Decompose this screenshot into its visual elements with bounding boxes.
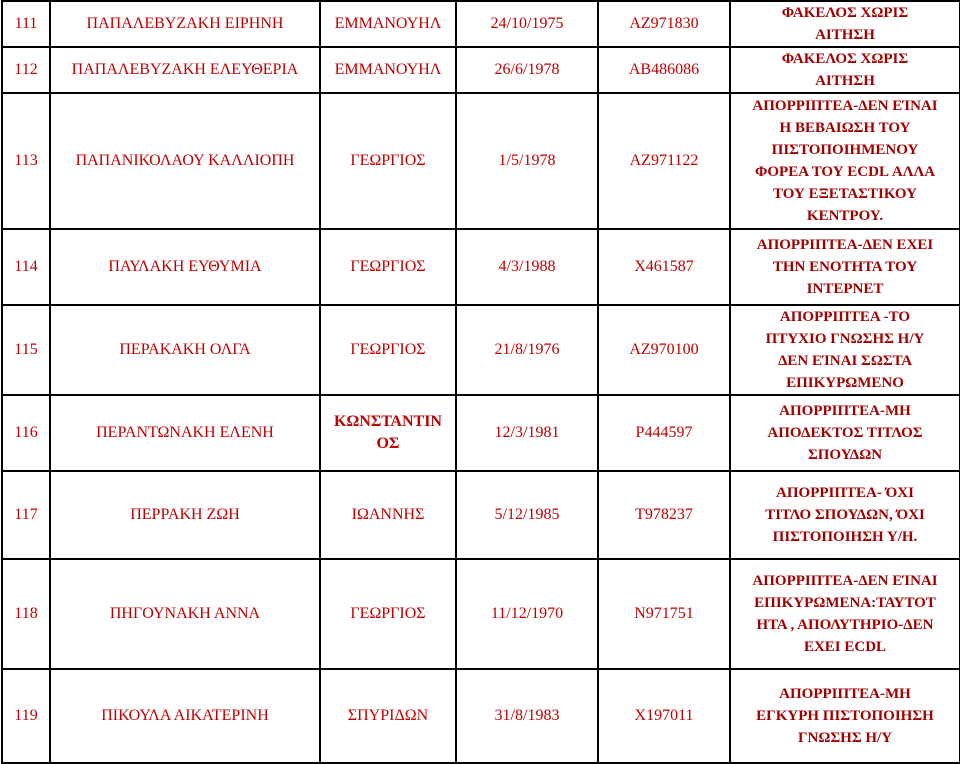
id-number: Τ978237 <box>598 471 730 559</box>
table-row <box>2 93 960 229</box>
table-row <box>2 471 960 559</box>
status-note-line: Η ΒΕΒΑΙΩΣΗ ΤΟΥ <box>779 120 911 136</box>
status-note <box>730 559 960 669</box>
birth-date: 31/8/1983 <box>456 669 598 763</box>
birth-date: 5/12/1985 <box>456 471 598 559</box>
status-note-line: ΙΝΤΕΡΝΕΤ <box>806 281 884 297</box>
row-number: 118 <box>2 559 50 669</box>
row-number: 111 <box>2 1 50 47</box>
status-note-line: ΑΙΤΗΣΗ <box>815 27 875 43</box>
status-note-line: ΕΠΙΚΥΡΩΜΕΝΟ <box>786 375 904 391</box>
status-note-line: ΣΠΟΥΔΩΝ <box>807 447 883 463</box>
row-number: 116 <box>2 395 50 471</box>
father-name: ΕΜΜΑΝΟΥΗΛ <box>320 1 456 47</box>
id-number: ΑΖ970100 <box>598 305 730 395</box>
father-name: ΓΕΩΡΓΙΟΣ <box>320 93 456 229</box>
birth-date: 26/6/1978 <box>456 47 598 93</box>
status-note <box>730 1 960 47</box>
status-note-line: ΦΑΚΕΛΟΣ ΧΩΡΙΣ <box>781 5 909 21</box>
table-row <box>2 559 960 669</box>
table-row <box>2 305 960 395</box>
row-number: 112 <box>2 47 50 93</box>
id-number: Ν971751 <box>598 559 730 669</box>
birth-date: 21/8/1976 <box>456 305 598 395</box>
status-note-line: ΔΕΝ ΕΊΝΑΙ ΣΩΣΤΑ <box>777 353 913 369</box>
status-note-line: ΑΠΟΡΡΙΠΤΕΑ-ΔΕΝ ΕΧΕΙ <box>756 237 934 253</box>
status-note-line: ΓΝΩΣΗΣ Η/Υ <box>797 730 893 746</box>
status-note-line: ΑΠΟΡΡΙΠΤΕΑ-ΔΕΝ ΕΊΝΑΙ <box>752 573 938 589</box>
father-name-line: ΚΩΝΣΤΑΝΤΙΝ <box>334 413 442 430</box>
status-note-line: ΑΙΤΗΣΗ <box>815 73 875 89</box>
status-note <box>730 669 960 763</box>
birth-date: 24/10/1975 <box>456 1 598 47</box>
status-note-line: ΑΠΟΡΡΙΠΤΕΑ-ΜΗ <box>779 686 911 702</box>
applicant-name: ΠΕΡΡΑΚΗ ΖΩΗ <box>50 471 320 559</box>
id-number: Χ461587 <box>598 229 730 305</box>
father-name-line: ΟΣ <box>376 435 400 452</box>
status-note-line: ΠΤΥΧΙΟ ΓΝΩΣΗΣ Η/Υ <box>765 331 925 347</box>
row-number: 113 <box>2 93 50 229</box>
table-row <box>2 47 960 93</box>
table-row <box>2 395 960 471</box>
applicant-name: ΠΑΠΑΝΙΚΟΛΑΟΥ ΚΑΛΛΙΟΠΗ <box>50 93 320 229</box>
row-number: 115 <box>2 305 50 395</box>
applicant-name: ΠΙΚΟΥΛΑ ΑΙΚΑΤΕΡΙΝΗ <box>50 669 320 763</box>
status-note-line: ΤΗΝ ΕΝΟΤΗΤΑ ΤΟΥ <box>772 259 918 275</box>
status-note-line: ΑΠΟΡΡΙΠΤΕΑ-ΜΗ <box>779 403 911 419</box>
father-name: ΓΕΩΡΓΙΟΣ <box>320 229 456 305</box>
status-note-line: ΠΙΣΤΟΠΟΙΗΣΗ Υ/Η. <box>772 529 918 545</box>
id-number: Ρ444597 <box>598 395 730 471</box>
status-note <box>730 47 960 93</box>
father-name: ΙΩΑΝΝΗΣ <box>320 471 456 559</box>
father-name: ΕΜΜΑΝΟΥΗΛ <box>320 47 456 93</box>
father-name: ΓΕΩΡΓΙΟΣ <box>320 305 456 395</box>
row-number: 117 <box>2 471 50 559</box>
status-note-line: ΕΧΕΙ ECDL <box>803 639 887 655</box>
id-number: ΑΖ971830 <box>598 1 730 47</box>
status-note-line: ΤΙΤΛΟ ΣΠΟΥΔΩΝ, ΌΧΙ <box>765 507 925 523</box>
father-name: ΓΕΩΡΓΙΟΣ <box>320 559 456 669</box>
status-note <box>730 229 960 305</box>
id-number: ΑΒ486086 <box>598 47 730 93</box>
status-note-line: ΗΤΑ , ΑΠΟΛΥΤΗΡΙΟ-ΔΕΝ <box>756 617 934 633</box>
status-note-line: ΤΟΥ ΕΞΕΤΑΣΤΙΚΟΥ <box>773 186 917 202</box>
status-note-line: ΠΙΣΤΟΠΟΙΗΜΕΝΟΥ <box>771 142 919 158</box>
table-row <box>2 1 960 47</box>
status-note <box>730 93 960 229</box>
birth-date: 12/3/1981 <box>456 395 598 471</box>
applicant-name: ΠΑΥΛΑΚΗ ΕΥΘΥΜΙΑ <box>50 229 320 305</box>
table-row <box>2 669 960 763</box>
row-number: 119 <box>2 669 50 763</box>
applicant-name: ΠΗΓΟΥΝΑΚΗ ΑΝΝΑ <box>50 559 320 669</box>
status-note-line: ΑΠΟΡΡΙΠΤΕΑ -ΤΟ <box>779 309 911 325</box>
status-note-line: ΑΠΟΡΡΙΠΤΕΑ- ΌΧΙ <box>776 485 914 501</box>
status-note-line: ΦΑΚΕΛΟΣ ΧΩΡΙΣ <box>781 51 909 67</box>
table-row <box>2 229 960 305</box>
father-name <box>320 395 456 471</box>
birth-date: 1/5/1978 <box>456 93 598 229</box>
applicant-name: ΠΑΠΑΛΕΒΥΖΑΚΗ ΕΙΡΗΝΗ <box>50 1 320 47</box>
applicants-table <box>1 0 960 764</box>
applicant-name: ΠΑΠΑΛΕΒΥΖΑΚΗ ΕΛΕΥΘΕΡΙΑ <box>50 47 320 93</box>
status-note-line: ΑΠΟΔΕΚΤΟΣ ΤΙΤΛΟΣ <box>767 425 923 441</box>
status-note-line: ΕΠΙΚΥΡΩΜΕΝΑ:ΤΑΥΤΟΤ <box>754 595 936 611</box>
birth-date: 11/12/1970 <box>456 559 598 669</box>
father-name: ΣΠΥΡΙΔΩΝ <box>320 669 456 763</box>
status-note-line: ΚΕΝΤΡΟΥ. <box>806 208 884 224</box>
id-number: ΑΖ971122 <box>598 93 730 229</box>
applicant-name: ΠΕΡΑΝΤΩΝΑΚΗ ΕΛΕΝΗ <box>50 395 320 471</box>
status-note <box>730 395 960 471</box>
row-number: 114 <box>2 229 50 305</box>
birth-date: 4/3/1988 <box>456 229 598 305</box>
status-note-line: ΕΓΚΥΡΗ ΠΙΣΤΟΠΟΙΗΣΗ <box>756 708 934 724</box>
status-note <box>730 305 960 395</box>
applicant-name: ΠΕΡΑΚΑΚΗ ΟΛΓΑ <box>50 305 320 395</box>
status-note-line: ΦΟΡΕΑ ΤΟΥ ECDL ΑΛΛΑ <box>754 164 936 180</box>
status-note <box>730 471 960 559</box>
id-number: Χ197011 <box>598 669 730 763</box>
status-note-line: ΑΠΟΡΡΙΠΤΕΑ-ΔΕΝ ΕΊΝΑΙ <box>752 98 938 114</box>
